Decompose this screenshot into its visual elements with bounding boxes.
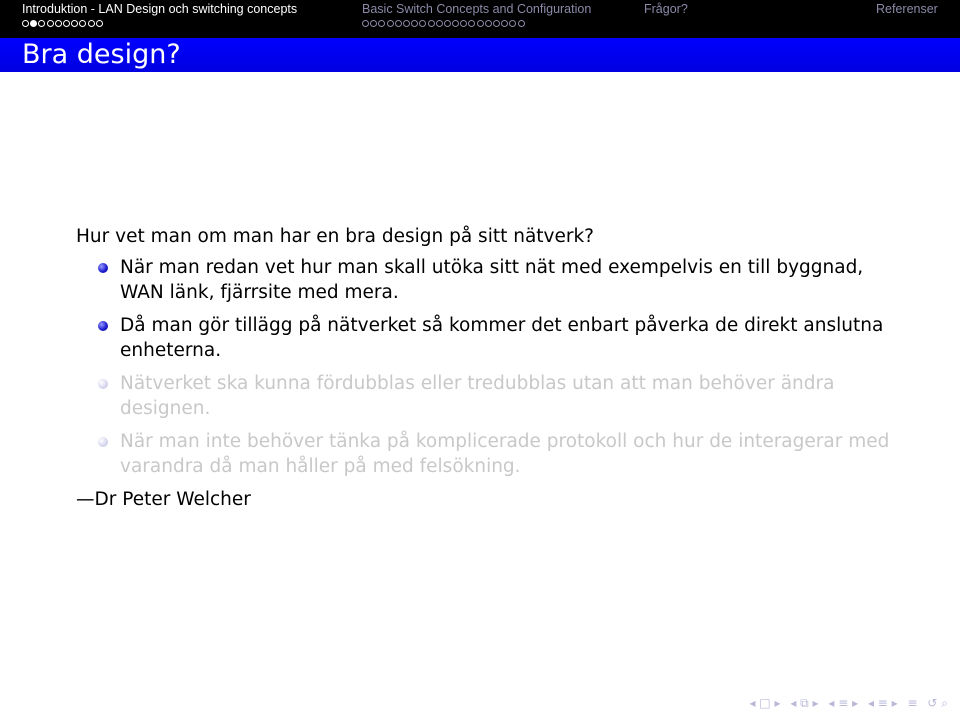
frame-nav-icon[interactable]: ◂ ⧉ ▸	[790, 696, 819, 710]
bullet-list	[76, 255, 906, 479]
nav-section-basic-switch[interactable]	[362, 2, 591, 16]
frame-title-bar	[0, 38, 960, 72]
section-nav-icon[interactable]: ◂ ≡ ▸	[828, 696, 859, 710]
bullet-ball-icon	[98, 263, 108, 273]
nav-progress-dot[interactable]	[493, 20, 500, 27]
nav-dots-introduktion	[22, 20, 104, 30]
nav-progress-dot[interactable]	[378, 20, 385, 27]
nav-progress-dot[interactable]	[518, 20, 525, 27]
nav-progress-dot[interactable]	[63, 20, 70, 27]
nav-section-referenser[interactable]	[876, 2, 938, 16]
nav-progress-dot[interactable]	[468, 20, 475, 27]
nav-progress-dot[interactable]	[22, 20, 29, 27]
nav-progress-dot[interactable]	[419, 20, 426, 27]
list-item	[76, 313, 906, 363]
beamer-navigation-symbols	[743, 696, 948, 710]
bullet-ball-icon	[98, 379, 108, 389]
list-item-text: Nätverket ska kunna fördubblas eller tredubblas utan att man behöver ändra designen.	[120, 373, 835, 419]
nav-progress-dot[interactable]	[477, 20, 484, 27]
page-title: Bra design?	[22, 39, 181, 70]
bullet-ball-icon	[98, 437, 108, 447]
nav-section-fragor[interactable]	[644, 2, 688, 16]
top-navigation-bar	[0, 0, 960, 38]
prev-slide-icon[interactable]: ◂ □ ▸	[749, 696, 781, 710]
nav-progress-dot[interactable]	[428, 20, 435, 27]
nav-section-title[interactable]: Referenser	[876, 2, 938, 16]
nav-progress-dot[interactable]	[436, 20, 443, 27]
nav-progress-dot[interactable]	[370, 20, 377, 27]
subsection-nav-icon[interactable]: ◂ ≡ ▸	[867, 696, 898, 710]
nav-progress-dot[interactable]	[444, 20, 451, 27]
list-item	[76, 371, 906, 421]
list-item	[76, 255, 906, 305]
bullet-ball-icon	[98, 321, 108, 331]
nav-progress-dot[interactable]	[485, 20, 492, 27]
nav-progress-dot[interactable]	[88, 20, 95, 27]
nav-progress-dot[interactable]	[501, 20, 508, 27]
nav-progress-dot[interactable]	[362, 20, 369, 27]
nav-progress-dot[interactable]	[411, 20, 418, 27]
nav-progress-dot[interactable]	[55, 20, 62, 27]
nav-progress-dot[interactable]	[71, 20, 78, 27]
align-icon[interactable]: ≡	[907, 696, 918, 710]
nav-section-title[interactable]: Frågor?	[644, 2, 688, 16]
nav-section-introduktion[interactable]	[22, 2, 297, 16]
slide-content	[76, 224, 906, 512]
list-item-text: Då man gör tillägg på nätverket så kommer det enbart påverka de direkt anslutna enheterna.	[120, 315, 884, 361]
list-item-text: När man redan vet hur man skall utöka sitt nät med exempelvis en till byggnad, WAN länk, fjärrsite med mera.	[120, 257, 864, 303]
nav-progress-dot[interactable]	[96, 20, 103, 27]
nav-progress-dot[interactable]	[509, 20, 516, 27]
nav-progress-dot[interactable]	[387, 20, 394, 27]
nav-progress-dot[interactable]	[47, 20, 54, 27]
nav-section-title[interactable]: Basic Switch Concepts and Configuration	[362, 2, 592, 16]
quote-attribution: —Dr Peter Welcher	[76, 489, 251, 510]
nav-progress-dot[interactable]	[38, 20, 45, 27]
nav-progress-dot[interactable]	[30, 20, 37, 27]
list-item	[76, 429, 906, 479]
search-icon[interactable]: ↺ ⌕	[927, 696, 948, 710]
intro-question: Hur vet man om man har en bra design på sitt nätverk?	[76, 226, 594, 247]
nav-progress-dot[interactable]	[395, 20, 402, 27]
nav-progress-dot[interactable]	[403, 20, 410, 27]
nav-progress-dot[interactable]	[460, 20, 467, 27]
nav-progress-dot[interactable]	[79, 20, 86, 27]
nav-section-title[interactable]: Introduktion - LAN Design och switching concepts	[22, 2, 298, 16]
nav-dots-basic-switch	[362, 20, 526, 30]
list-item-text: När man inte behöver tänka på komplicerade protokoll och hur de interagerar med varandra då man håller på med felsökning.	[120, 431, 890, 477]
nav-progress-dot[interactable]	[452, 20, 459, 27]
